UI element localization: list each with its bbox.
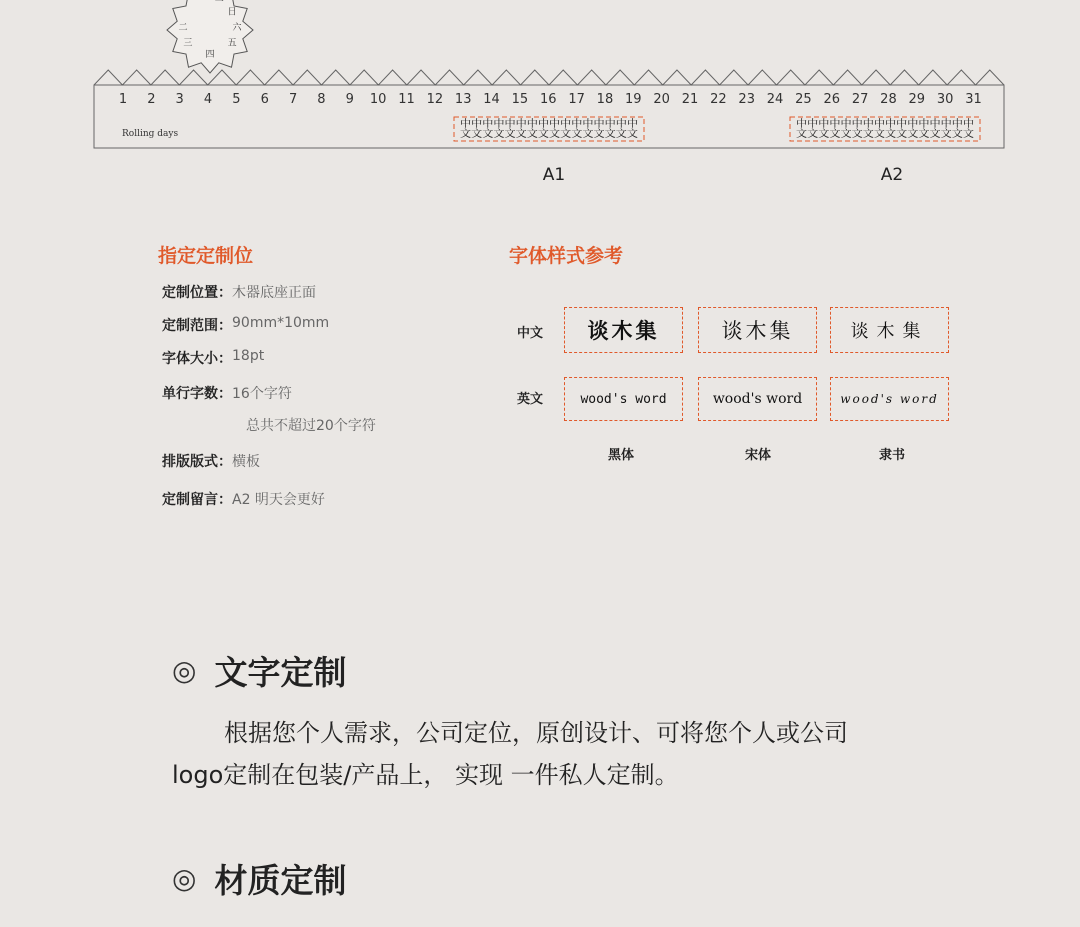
day-label: 13 [454,92,472,107]
material-custom-heading: 材质定制 [214,861,347,900]
day-label: 9 [345,92,354,107]
day-label: 30 [936,92,954,107]
spec-row [162,315,329,335]
font-name-songti: 宋体 [744,448,771,463]
text-custom-line1: 根据您个人需求，公司定位，原创设计、可将您个人或公司 [224,719,848,747]
spec-key: 单行字数： [162,386,232,402]
row-label-cn: 中文 [517,326,544,341]
spec-row [162,348,264,368]
text-custom-heading-row [172,647,346,694]
en-sample-heiti: wood's word [564,377,683,421]
day-label: 2 [147,92,156,107]
day-label: 1 [118,92,128,107]
cn-sample-lishu: 谈木集 [830,307,949,353]
day-label: 31 [965,92,982,107]
star-glyph: 日 [227,7,237,18]
day-label: 27 [851,92,869,107]
spec-value: 90mm*10mm [232,315,330,331]
day-label: 7 [288,92,298,107]
spec-row [162,451,260,471]
day-label: 29 [908,92,926,107]
double-circle-icon: ◎ [172,654,197,687]
day-label: 20 [653,92,670,107]
day-label: 24 [766,92,784,107]
day-label: 12 [426,92,444,107]
day-label: 5 [232,92,241,107]
day-label: 10 [369,92,387,107]
area-a2-label: A2 [880,165,904,185]
spec-value: 18pt [232,348,265,364]
day-label: 3 [175,92,184,107]
day-label: 23 [738,92,755,107]
spec-row [162,489,325,509]
a2-strip-top: 中中中中中中中中中中中中中中中中 [796,119,956,130]
day-label: 16 [539,92,557,107]
spec-value: 横板 [232,454,260,470]
spec-value: 16个字符 [232,386,292,402]
day-label: 15 [511,92,529,107]
font-name-lishu: 隶书 [878,448,905,463]
day-label: 26 [823,92,841,107]
a1-strip-top: 中中中中中中中中中中中中中中中中 [460,119,620,130]
star-glyph: 四 [205,50,215,60]
star-glyph: 二 [178,23,188,33]
day-label: 14 [483,92,500,107]
spec-key: 字体大小： [162,351,232,367]
day-label: 25 [795,92,812,107]
a1-strip-bottom: 文文文文文文文文文文文文文文文文 [460,129,620,140]
day-label: 6 [260,92,269,107]
text-custom-heading: 文字定制 [214,653,347,692]
star-glyph: 三 [183,38,193,49]
en-sample-lishu: wood's word [830,377,949,421]
double-circle-icon: ◎ [172,862,197,895]
star-badge [167,0,253,73]
cn-sample-songti: 谈木集 [698,307,817,353]
star-glyph: 六 [232,23,242,33]
day-label: 18 [596,92,614,107]
day-label: 22 [710,92,727,107]
day-label: 17 [568,92,585,107]
star-glyph: 五 [227,38,237,49]
material-custom-heading-row [172,855,346,902]
cn-sample-heiti: 谈木集 [564,307,683,353]
spec-value: 木器底座正面 [232,285,316,301]
star-glyph: 一 [214,0,224,8]
area-a1-label: A1 [542,165,566,185]
day-label: 21 [681,92,699,107]
day-label: 4 [203,92,213,107]
spec-value: A2 明天会更好 [232,492,325,508]
spec-row [162,383,292,403]
a2-strip-bottom: 文文文文文文文文文文文文文文文文 [796,129,956,140]
day-labels [119,92,982,107]
spec-key: 定制范围： [162,318,232,334]
spec-row [162,282,316,302]
spec-row [246,415,376,435]
day-label: 19 [625,92,642,107]
font-title: 字体样式参考 [509,245,624,267]
rolling-days-caption: Rolling days [122,129,179,139]
spec-key: 定制留言： [162,492,232,508]
text-custom-line2: logo定制在包装/产品上， 实现 一件私人定制。 [172,761,679,789]
spec-value: 总共不超过20个字符 [246,418,376,434]
ruler-teeth [94,70,1004,85]
ruler-graphic [0,0,1080,200]
row-label-en: 英文 [517,392,544,407]
day-label: 8 [317,92,326,107]
spec-title: 指定定制位 [158,245,254,267]
font-name-heiti: 黑体 [607,448,634,463]
day-label: 28 [880,92,897,107]
spec-key: 排版版式： [162,454,232,470]
en-sample-songti: wood's word [698,377,817,421]
day-label: 11 [398,92,415,107]
spec-key: 定制位置： [162,285,232,301]
